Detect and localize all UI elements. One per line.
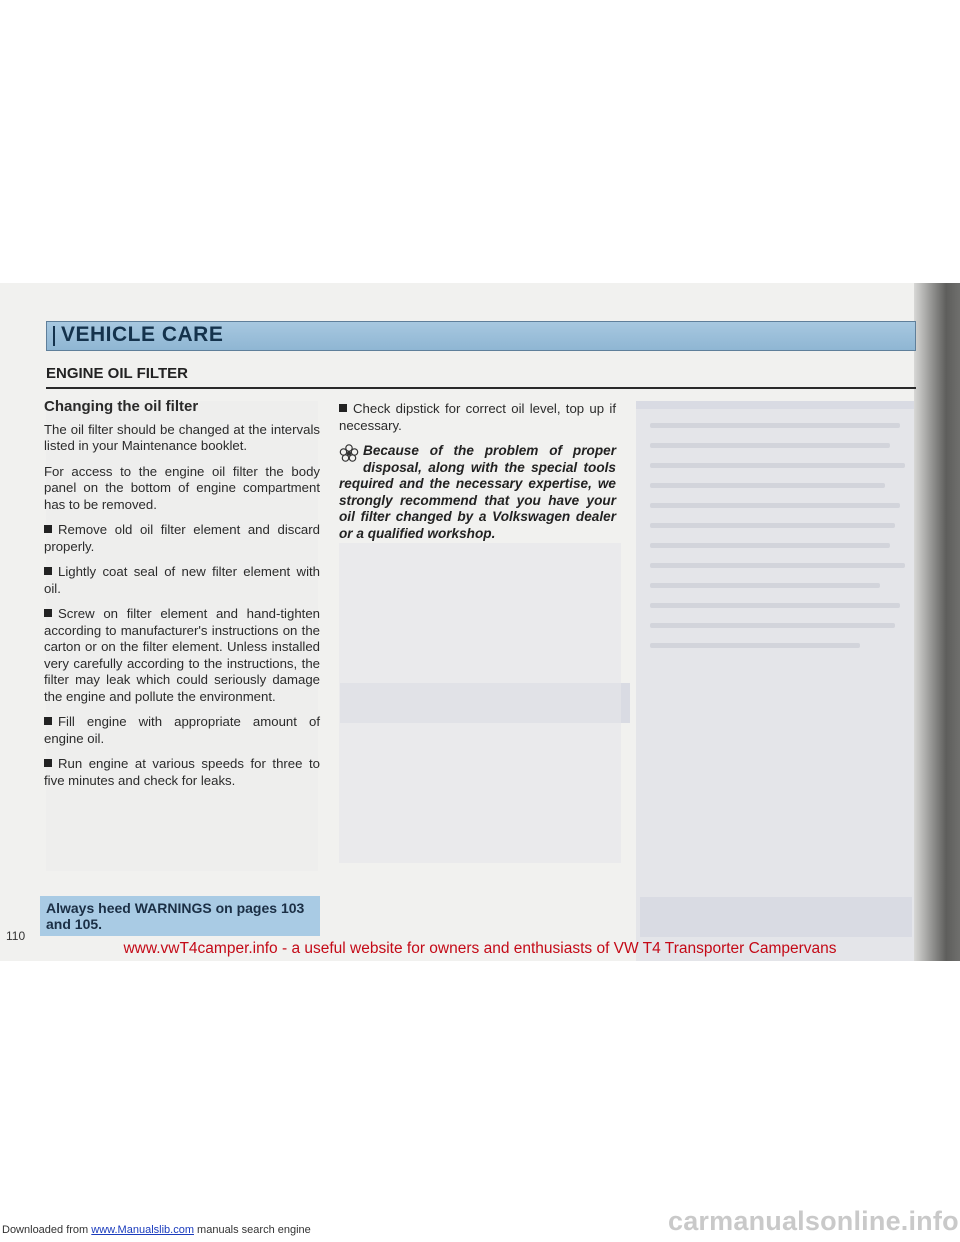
bullet-item <box>44 522 320 555</box>
bullet-item <box>44 714 320 747</box>
bleed-through-line <box>650 503 900 508</box>
bullet-square-icon <box>44 525 52 533</box>
bleed-through-line <box>650 483 885 488</box>
section-divider <box>46 387 916 389</box>
environment-flower-icon <box>339 443 359 465</box>
bleed-through-line <box>650 463 905 468</box>
book-spine-shadow <box>914 283 960 961</box>
left-column <box>44 399 320 798</box>
bullet-item <box>339 401 616 434</box>
bullet-square-icon <box>44 717 52 725</box>
bullet-square-icon <box>44 609 52 617</box>
bullet-square-icon <box>339 404 347 412</box>
paragraph: For access to the engine oil filter the body panel on the bottom of engine compartment has to be removed. <box>44 463 320 512</box>
note-text: Because of the problem of proper disposal, along with the special tools required and the necessary expertise, we strongly recommend that you have your oil filter changed by a Volkswagen dealer or a qualified workshop. <box>339 443 616 541</box>
bleed-through-band <box>640 897 912 937</box>
bullet-item <box>44 756 320 789</box>
bullet-square-icon <box>44 759 52 767</box>
bleed-through-line <box>650 563 905 568</box>
manualslib-link[interactable]: www.Manualslib.com <box>91 1224 194 1236</box>
bullet-text: Fill engine with appropriate amount of engine oil. <box>44 714 320 746</box>
bleed-through-mid <box>339 543 621 863</box>
bullet-text: Run engine at various speeds for three to five minutes and check for leaks. <box>44 756 320 788</box>
watermark: carmanualsonline.info <box>668 1206 959 1236</box>
chapter-title: VEHICLE CARE <box>61 323 224 346</box>
download-suffix: manuals search engine <box>197 1224 311 1236</box>
bleed-through-line <box>650 443 890 448</box>
page-number: 110 <box>6 929 26 943</box>
bullet-square-icon <box>44 567 52 575</box>
bleed-through-line <box>650 623 895 628</box>
bleed-through-line <box>650 543 890 548</box>
bullet-item <box>44 606 320 705</box>
bullet-item <box>44 564 320 597</box>
bullet-text: Remove old oil filter element and discard properly. <box>44 522 320 554</box>
environmental-note <box>339 443 616 542</box>
bleed-through-band <box>636 401 914 409</box>
chapter-header <box>46 321 916 351</box>
download-prefix: Downloaded from <box>2 1224 89 1236</box>
paragraph: The oil filter should be changed at the intervals listed in your Maintenance booklet. <box>44 421 320 453</box>
bleed-through-line <box>650 423 900 428</box>
section-title: ENGINE OIL FILTER <box>46 365 188 382</box>
bleed-through-line <box>650 583 880 588</box>
bleed-through-line <box>650 523 895 528</box>
subheading: Changing the oil filter <box>44 398 199 415</box>
warning-box: Always heed WARNINGS on pages 103 and 105. <box>40 896 320 936</box>
bullet-text: Screw on filter element and hand-tighten according to manufacturer's instructions on the carton or on the filter element. Unless installed very carefully according to the instructions, the filter may leak which could seriously damage the engine and pollute the environment. <box>44 606 320 704</box>
download-banner <box>2 1224 311 1236</box>
footer-url[interactable]: www.vwT4camper.info - a useful website for owners and enthusiasts of VW T4 Transporter Campervans <box>123 940 837 957</box>
bullet-text: Lightly coat seal of new filter element with oil. <box>44 564 320 596</box>
bullet-text: Check dipstick for correct oil level, top up if necessary. <box>339 401 616 433</box>
bleed-through-line <box>650 643 860 648</box>
manual-page <box>0 283 960 961</box>
right-column <box>339 401 616 542</box>
header-accent-bar <box>53 326 55 346</box>
bleed-through-line <box>650 603 900 608</box>
